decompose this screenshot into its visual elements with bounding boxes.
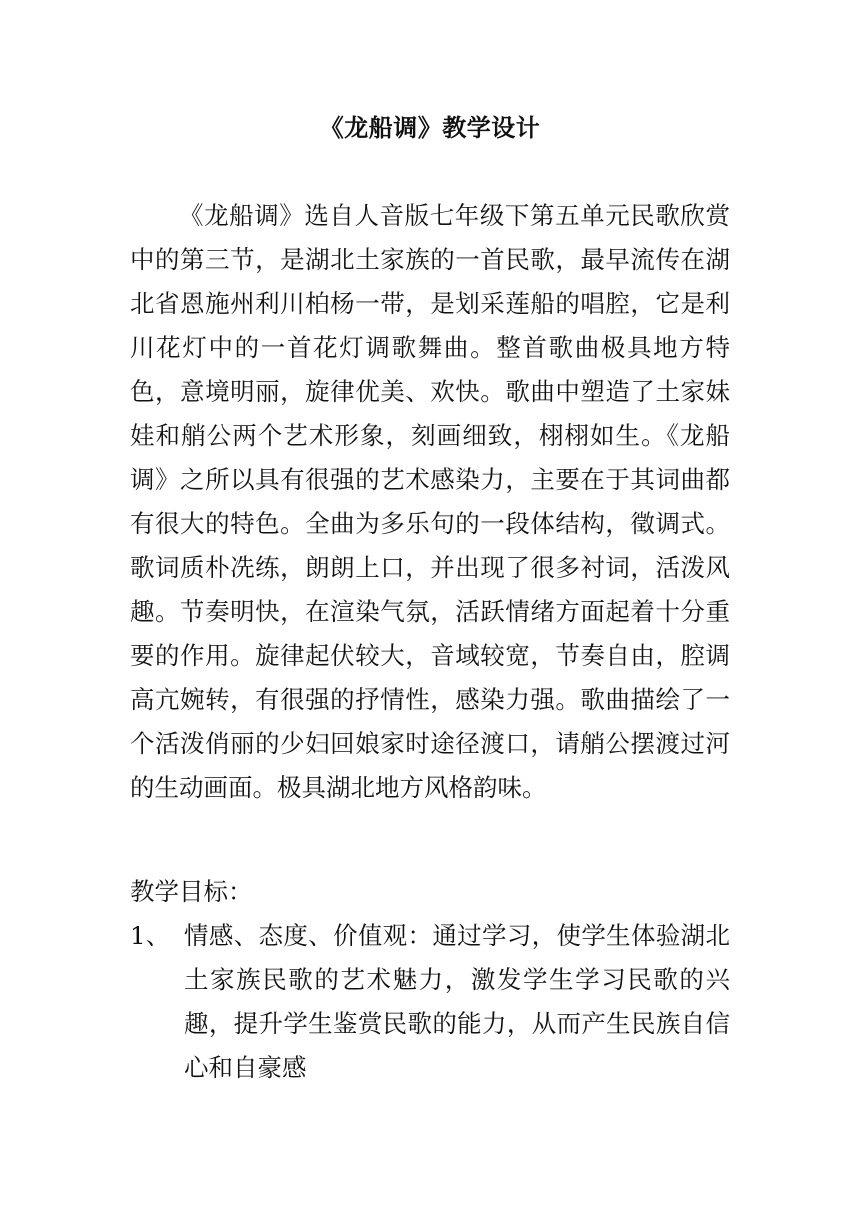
intro-paragraph: 《龙船调》选自人音版七年级下第五单元民歌欣赏中的第三节，是湖北土家族的一首民歌，最早流传在湖北省恩施州利川柏杨一带，是划采莲船的唱腔，它是利川花灯中的一首花灯调歌舞曲。整首歌曲极具地方特色，意境明丽，旋律优美、欢快。歌曲中塑造了土家妹娃和艄公两个艺术形象，刻画细致，栩栩如生。《龙船调》之所以具有很强的艺术感染力，主要在于其词曲都有很大的特色。全曲为多乐句的一段体结构，徵调式。歌词质朴冼练，朗朗上口，并出现了很多衬词，活泼风趣。节奏明快，在渲染气氛，活跃情绪方面起着十分重要的作用。旋律起伏较大，音域较宽，节奏自由，腔调高亢婉转，有很强的抒情性，感染力强。歌曲描绘了一个活泼俏丽的少妇回娘家时途径渡口，请艄公摆渡过河的生动画面。极具湖北地方风格韵味。 (130, 201, 730, 802)
objective-number: 1、 (130, 921, 171, 950)
objective-text: 情感、态度、价值观：通过学习，使学生体验湖北土家族民歌的艺术魅力，激发学生学习民歌的兴趣，提升学生鉴赏民歌的能力，从而产生民族自信心和自豪感 (184, 921, 730, 1082)
document-title: 《龙船调》教学设计 (319, 113, 541, 142)
objectives-heading: 教学目标： (130, 877, 253, 906)
objective-item (130, 914, 730, 1090)
